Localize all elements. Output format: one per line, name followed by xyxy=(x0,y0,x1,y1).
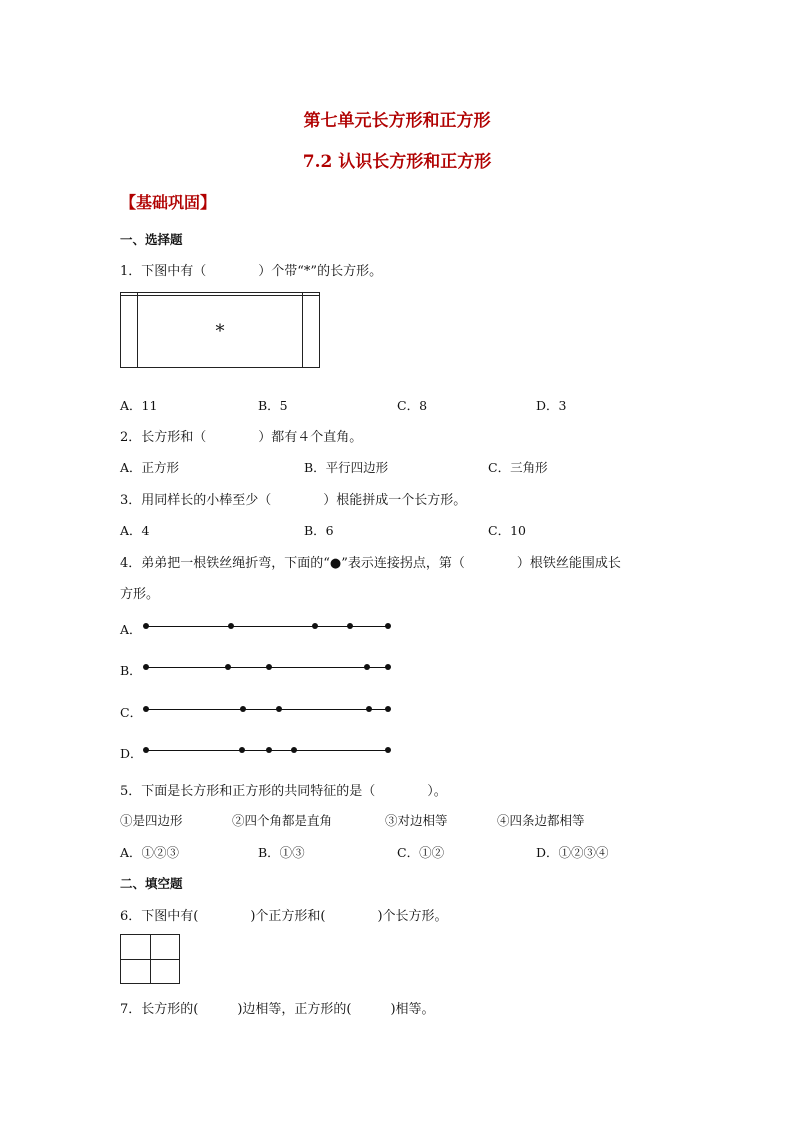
q5-feature-4: ④四条边都相等 xyxy=(497,813,585,828)
q1-option-c[interactable]: C．8 xyxy=(397,398,428,413)
junction-dot xyxy=(143,706,149,712)
q5-option-d[interactable]: D．①②③④ xyxy=(536,845,609,860)
q1-option-a[interactable]: A．11 xyxy=(120,398,158,413)
q2-option-b[interactable]: B．平行四边形 xyxy=(304,460,389,475)
q5-feature-2: ②四个角都是直角 xyxy=(232,813,333,828)
section-label: 【基础巩固】 xyxy=(120,193,217,212)
junction-dot xyxy=(239,747,245,753)
q5-feature-3: ③对边相等 xyxy=(385,813,448,828)
question-4-line1: 4．弟弟把一根铁丝绳折弯，下面的“●”表示连接拐点，第（ ）根铁丝能围成长 xyxy=(120,556,621,571)
junction-dot xyxy=(385,706,391,712)
question-1: 1．下图中有（ ）个带“*”的长方形。 xyxy=(120,264,383,279)
grid-cell xyxy=(150,959,180,984)
question-4-line2: 方形。 xyxy=(120,587,160,602)
junction-dot xyxy=(347,623,353,629)
junction-dot xyxy=(143,664,149,670)
junction-dot xyxy=(364,664,370,670)
page-title: 第七单元长方形和正方形 xyxy=(303,111,491,131)
q5-option-c[interactable]: C．①② xyxy=(397,845,445,860)
grid-cell xyxy=(303,296,320,368)
q5-option-b[interactable]: B．①③ xyxy=(258,845,305,860)
q4-wire-c xyxy=(146,709,388,710)
q6-square-grid xyxy=(120,934,180,984)
page-subtitle: 7.2 认识长方形和正方形 xyxy=(302,152,492,172)
q4-option-a-label[interactable]: A． xyxy=(120,622,142,637)
q3-option-c[interactable]: C．10 xyxy=(488,523,526,538)
junction-dot xyxy=(266,747,272,753)
junction-dot xyxy=(228,623,234,629)
junction-dot xyxy=(312,623,318,629)
grid-cell xyxy=(150,935,180,960)
junction-dot xyxy=(225,664,231,670)
q4-option-d-label[interactable]: D． xyxy=(120,746,143,761)
q1-option-b[interactable]: B．5 xyxy=(258,398,288,413)
q1-option-d[interactable]: D．3 xyxy=(536,398,567,413)
q1-rectangle-grid xyxy=(120,292,320,368)
question-6: 6．下图中有( )个正方形和( )个长方形。 xyxy=(120,909,448,924)
grid-cell xyxy=(121,935,151,960)
grid-cell xyxy=(121,296,138,368)
grid-cell-starred: * xyxy=(137,296,303,368)
q5-feature-1: ①是四边形 xyxy=(120,813,183,828)
junction-dot xyxy=(276,706,282,712)
question-5: 5．下面是长方形和正方形的共同特征的是（ ）。 xyxy=(120,784,447,799)
junction-dot xyxy=(291,747,297,753)
part1-heading: 一、选择题 xyxy=(120,232,183,247)
junction-dot xyxy=(366,706,372,712)
q2-option-c[interactable]: C．三角形 xyxy=(488,460,548,475)
junction-dot xyxy=(385,747,391,753)
q4-option-b-label[interactable]: B． xyxy=(120,663,142,678)
q4-wire-d xyxy=(146,750,388,751)
q5-option-a[interactable]: A．①②③ xyxy=(120,845,180,860)
q4-wire-b xyxy=(146,667,388,668)
junction-dot xyxy=(240,706,246,712)
junction-dot xyxy=(385,623,391,629)
q3-option-b[interactable]: B．6 xyxy=(304,523,334,538)
q4-option-c-label[interactable]: C． xyxy=(120,705,143,720)
junction-dot xyxy=(143,747,149,753)
junction-dot xyxy=(266,664,272,670)
question-7: 7．长方形的( )边相等，正方形的( )相等。 xyxy=(120,1002,435,1017)
grid-cell xyxy=(121,959,151,984)
q3-option-a[interactable]: A．4 xyxy=(120,523,150,538)
q4-wire-a xyxy=(146,626,388,627)
junction-dot xyxy=(143,623,149,629)
question-2: 2．长方形和（ ）都有４个直角。 xyxy=(120,430,363,445)
question-3: 3．用同样长的小棒至少（ ）根能拼成一个长方形。 xyxy=(120,493,467,508)
junction-dot xyxy=(385,664,391,670)
q2-option-a[interactable]: A．正方形 xyxy=(120,460,180,475)
part2-heading: 二、填空题 xyxy=(120,876,183,891)
